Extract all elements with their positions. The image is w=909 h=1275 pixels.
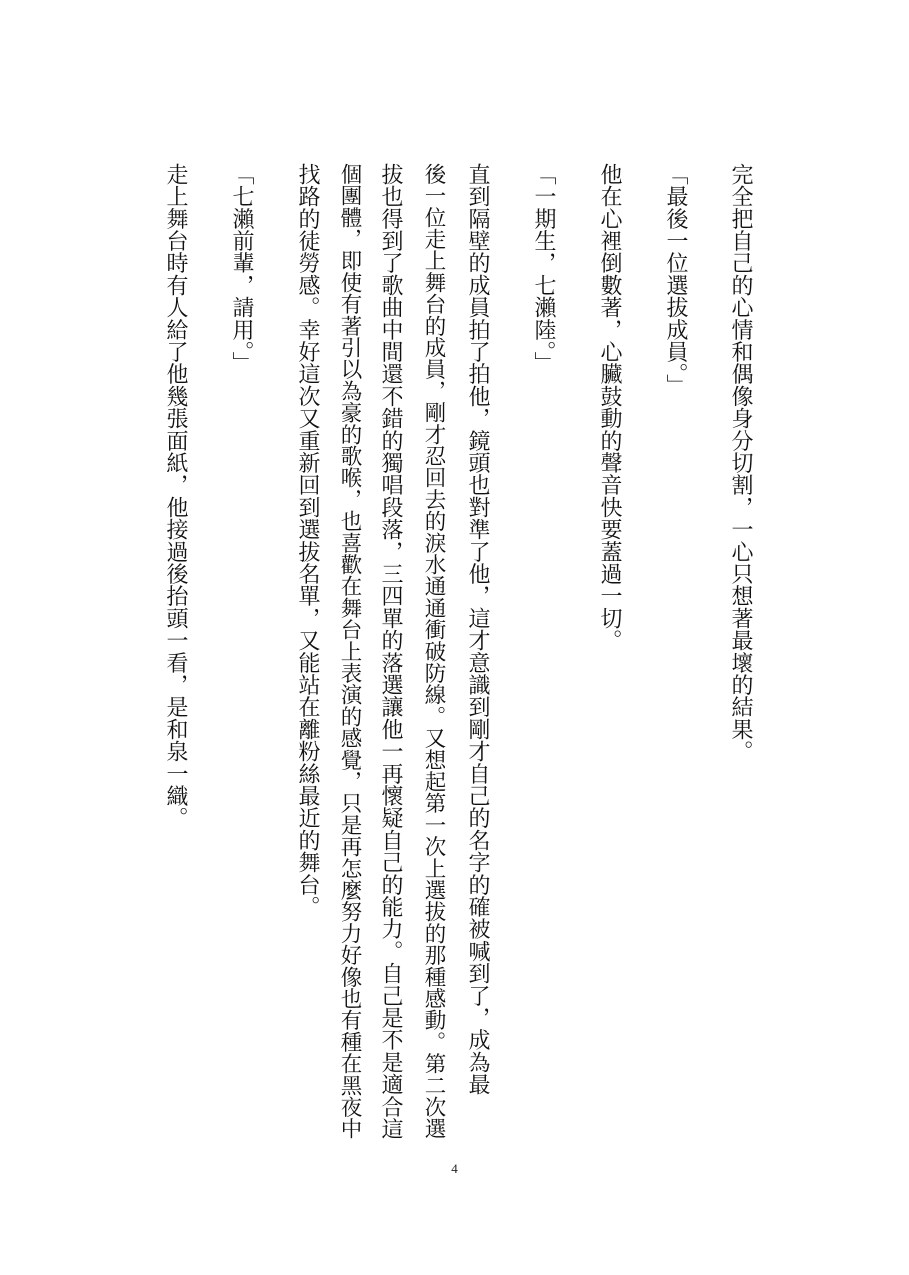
text-line-5: 直到隔壁的成員拍了拍他，鏡頭也對準了他，這才意識到剛才自己的名字的確被喊到了，成為最 xyxy=(465,163,490,1096)
text-line-9: 找路的徒勞感。幸好這次又重新回到選拔名單，又能站在離粉絲最近的舞台。 xyxy=(295,163,320,918)
text-line-4: 「一期生，七瀨陸。」 xyxy=(531,163,556,374)
page-number: 4 xyxy=(451,1161,458,1176)
text-line-11: 走上舞台時有人給了他幾張面紙，他接過後抬頭一看，是和泉一織。 xyxy=(163,163,188,829)
text-line-6: 後一位走上舞台的成員，剛才忍回去的淚水通通衝破防線。又想起第一次上選拔的那種感動。第二次選 xyxy=(421,163,446,1140)
text-line-2: 「最後一位選拔成員。」 xyxy=(663,163,688,397)
text-line-10: 「七瀨前輩，請用。」 xyxy=(229,163,254,374)
text-line-3: 他在心裡倒數著，心臟鼓動的聲音快要蓋過一切。 xyxy=(597,163,622,652)
text-line-1: 完全把自己的心情和偶像身分切割，一心只想著最壞的結果。 xyxy=(728,163,753,763)
text-line-8: 個團體，即使有著引以為豪的歌喉，也喜歡在舞台上表演的感覺，只是再怎麼努力好像也有種在黑夜中 xyxy=(337,163,362,1140)
text-line-7: 拔也得到了歌曲中間還不錯的獨唱段落，三四單的落選讓他一再懷疑自己的能力。自己是不是適合這 xyxy=(378,163,403,1140)
